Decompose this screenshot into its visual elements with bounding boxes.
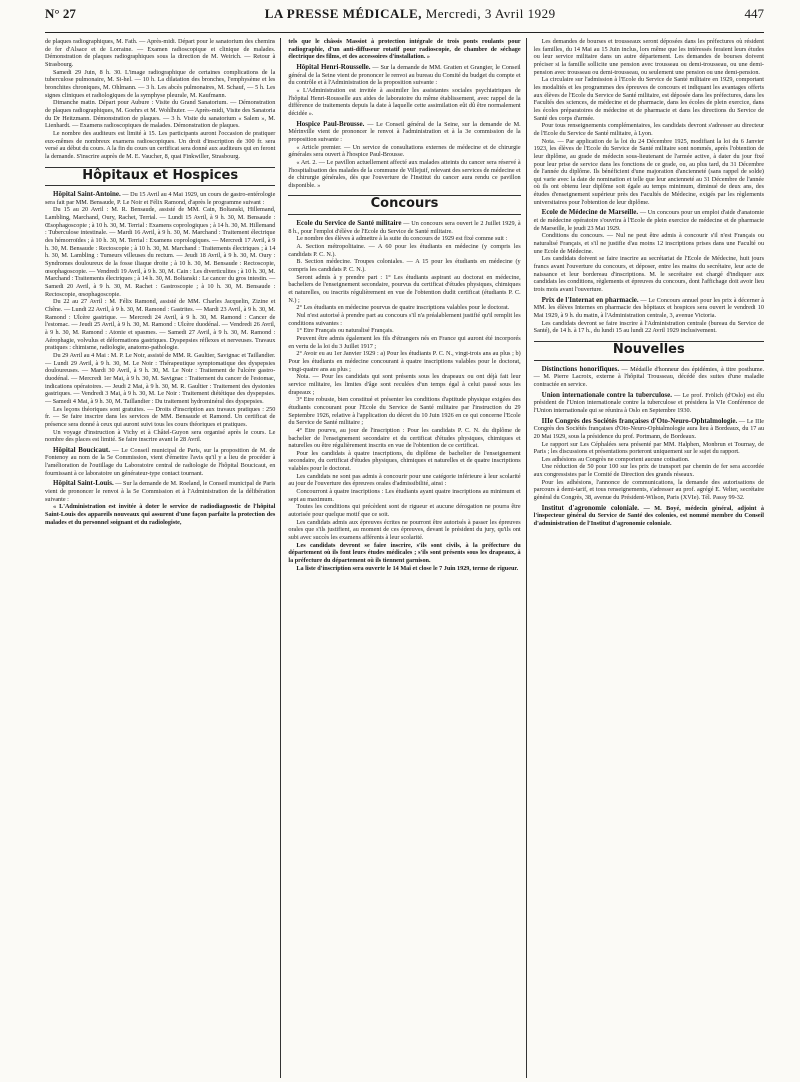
subheading: Ecole de Médecine de Marseille. xyxy=(541,208,639,217)
paragraph: 4° Etre pourvu, au jour de l'inscription : Pour les candidats P. C. N. du diplôme de bachelier de l'enseignement secondaire et du certificat d'études physiques, chimiques et naturelles ou être régulièrement inscrits en vue de l'obtention de ce certificat. xyxy=(288,426,521,450)
subheading: Prix de l'Internat en pharmacie. xyxy=(541,295,639,304)
subheading: Institut d'agronomie coloniale. xyxy=(541,503,640,512)
paragraph: Les candidats devront se faire inscrire, s'ils sont civils, à la préfecture du département où ils font leurs études médicales ; s'ils sont présents sous les drapeaux, à la préfecture du département où ils tiennent garnison. xyxy=(288,541,521,564)
paragraph: Les candidats ne sont pas admis à concourir pour une catégorie inférieure à leur scolarité au jour de l'ouverture des épreuves orales d'admissibilité, ainsi : xyxy=(288,472,521,488)
paragraph: — Un concours pour un emploi d'aide d'anatomie et de médecine opératoire s'ouvrira à l'Ecole de plein exercice de médecine et de pharmacie de Marseille, le jeudi 23 Mai 1929. xyxy=(533,209,764,232)
paragraph: 1° Etre Français ou naturalisé Français. xyxy=(296,327,394,335)
paragraph: — Le Conseil général de la Seine, sur la demande de M. Mérinville vient de prononcer le renvoi à l'administration et à la 3e commission de la proposition suivante : xyxy=(288,120,521,143)
column-1 xyxy=(45,38,280,1078)
section-title: Hôpitaux et Hospices xyxy=(82,167,239,183)
paragraph: Peuvent être admis également les fils d'étrangers nés en France qui auront été incorporés en vertu de la loi du 3 Juillet 1917 ; xyxy=(288,334,521,350)
paragraph: — Le IIIe Congrès des Sociétés françaises d'Oto-Neuro-Ophtalmologie aura lieu à Bordeaux, du 17 au 20 Mai 1929, sous la présidence du prof. Portmann, de Bordeaux. xyxy=(533,417,764,440)
paragraph: Seront admis à y prendre part : 1° Les étudiants aspirant au doctorat en médecine, bacheliers de l'enseignement secondaire, pourvus du certificat d'études physiques, chimiques et naturelles, ou inscrits régulièrement en vue de l'obtention dudit certificat (étudiants P. C. N.) ; xyxy=(288,273,521,304)
paragraph: de plaques radiographiques, M. Fath. — Après-midi. Départ pour le sanatorium des chemins de fer d'Alsace et de Lorraine. — Examen radioscopique et clinique de malades. Démonstration de plaques radiographiques sous la direction de M. Weirich. — Retour à Strasbourg. xyxy=(45,38,276,68)
subheading: Hôpital Saint-Louis. xyxy=(53,479,114,488)
paragraph: Du 29 Avril au 4 Mai : M. P. Le Noir, assisté de MM. R. Gaultier, Savignac et Taillandier. — Lundi 29 Avril, à 9 h. 30, M. Le Noir : Thérapeutique symptomatique des dyspepsies douloureuses. — Mardi 30 Avril, à 9 h. 30, M. Le Noir : Traitement de l'ulcère gastro-duodénal. — Mercredi 1er Mai, à 9 h. 30, M. Savignac : Traitement du cancer de l'estomac, indications opératoires. — Jeudi 2 Mai, à 9 h. 30, M. R. Gaultier : Traitement des dystonies gastriques. — Vendredi 3 Mai, à 9 h. 30, M. Le Noir : Traitement diététique des dyspepsies. — Samedi 4 Mai, à 9 h. 30, M. Taillandier : Du traitement hydrominéral des dyspepsies. xyxy=(45,351,276,405)
paragraph: Samedi 29 Juin, 8 h. 30. L'image radiographique de certaines complications de la tuberculose pulmonaire, M. Si-hel. — 10 h. La dilatation des bronches, l'emphysème et les bronchites chroniques, M. Ohlmann. — 3 h. Les abcès pulmonaires, M. Schauf, — 5 h. Les signes cliniques et radiologiques de la symphyse pleurale, M. Kaufmann. xyxy=(45,68,276,99)
paragraph: — Sur la demande de MM. Gratien et Grangier, le Conseil général de la Seine vient de prononcer le renvoi au bureau du Comité du budget du compte et du contrôle et à l'Administration de la proposition suivante : xyxy=(288,63,521,87)
paragraph: — Un concours sera ouvert le 2 Juillet 1929, à 8 h., pour l'emploi d'élève de l'Ecole du Service de Santé militaire. xyxy=(288,220,521,235)
column-3 xyxy=(526,38,764,1078)
column-2 xyxy=(280,38,525,1078)
subheading: Hôpital Saint-Antoine. xyxy=(53,190,121,199)
paragraph: — Le prof. Frölich (d'Oslo) est élu président de l'Union internationale contre la tuberculose et présidera la VIe Conférence de l'Union internationale qui se réunira à Oslo en Septembre 1930. xyxy=(533,391,764,414)
paragraph: Une réduction de 50 pour 100 sur les prix de transport par chemin de fer sera accordée aux congressistes par le Comité de Direction des grands réseaux. xyxy=(533,463,764,479)
subheading: Distinctions honorifiques. xyxy=(541,364,620,373)
paragraph: Le nombre des auditeurs est limité à 15. Les participants auront l'occasion de pratiquer eux-mêmes de nombreux examens radioscopiques. Un droit d'inscription de 300 fr. sera versé au début du cours. A la fin du cours un certificat sera donné aux auditeurs qui en feront la demande. S'inscrire auprès de M. E. Vaucher, 8, quai Finkwiller, Strasbourg. xyxy=(45,129,276,160)
paragraph: Dimanche matin. Départ pour Aubure : Visite du Grand Sanatorium. — Démonstration de plaques radiographiques, M. Goehrs et M. Wohlhuter. — Après-midi, Visite des Sanatoria du Dr Heitzmann. Démonstration de plaques. — 3 h. Visite du sanatorium « Salem », M. Lienhardt. — Examens radioscopiques de malades. Démonstration de plaques. xyxy=(45,99,276,130)
paragraph: « L'Administration est invitée à assimiler les assistantes sociales psychiatriques de l'hôpital Henri-Rousselle aux aides de laboratoire du même établissement, avec rappel de la différence de traitements depuis la date à laquelle cette assimilation eût dû être normalement décidée ». xyxy=(288,86,521,117)
paragraph: « Art. 2. — Le pavillon actuellement affecté aux malades atteints du cancer sera réservé à l'hospitalisation des malades de la commune de Villejuif, relevant des services de médecine et de chirurgie générales, dès que l'ouverture de l'Institut du cancer aura rendu ce pavillon disponible. » xyxy=(288,158,521,189)
subheading: Union internationale contre la tuberculose. xyxy=(541,390,672,399)
page-number: N° 27 xyxy=(45,6,76,21)
paragraph: Pour les adhésions, l'annonce de communications, la demande des autorisations de parcours à demi-tarif, et tous renseignements, s'adresser au prof. agrégé E. Velter, secrétaire général du Congrès, 38, avenue du Président-Wilson, Paris (XVIe). Tél. Passy 99-32. xyxy=(533,478,764,502)
paragraph: Du 22 au 27 Avril : M. Félix Ramond, assisté de MM. Charles Jacquelin, Zizine et Chêne. — Lundi 22 Avril, à 9 h. 30, M. Ramond : Gastrites. — Mardi 23 Avril, à 9 h. 30, M. Ramond : Ulcère gastrique. — Mercredi 24 Avril, à 9 h. 30, M. Ramond : Cancer de l'estomac. — Jeudi 25 Avril, à 9 h. 30, M. Ramond : Ulcère duodénal. — Vendredi 26 Avril, à 9 h. 30, M. Ramond : Atonie et spasmes. — Samedi 27 Avril, à 9 h. 30, M. Ramond : Aérophagie, volvulus et déformations gastriques. Dyspepsies réflexes et nerveuses. Travaux pratiques : chimisme, radiologie, anatomo-pathologie. xyxy=(45,298,276,352)
paragraph: Les adhésions au Congrès ne comportent aucune cotisation. xyxy=(541,455,690,463)
paragraph: Conditions du concours. — Nul ne peut être admis à concourir s'il n'est Français ou naturalisé Français, et s'il ne justifie d'au moins 12 inscriptions prises dans une Faculté ou une Ecole de Médecine. xyxy=(533,232,764,255)
paragraph: Un voyage d'instruction à Vichy et à Châtel-Guyon sera organisé après le cours. Le nombre des places est limité. Se faire inscrire avant le 28 Avril. xyxy=(45,428,276,444)
paragraph: — Le Concours annuel pour les prix à décerner à MM. les élèves Internes en pharmacie des hôpitaux et hospices sera ouvert le vendredi 10 Mai 1929, à 9 h. du matin, à l'Administration centrale, 3, avenue Victoria. xyxy=(533,296,764,319)
paragraph: Du 15 au 20 Avril : M. R. Bensaude, assisté de MM. Cain, Boltanski, Hillemand, Lambling, Marchand, Oury, Rachet, Terrial. — Lundi 15 Avril, à 9 h. 30, M. Bensaude : Œsophagoscopie ; à 10 h. 30, M. Terrial : Examens coprologiques ; à 14 h. 30, M. Hillemand : Tuberculose intestinale. — Mardi 16 Avril, à 9 h. 30, M. Marchand : Traitement électrique des hémorroïdes ; à 10 h. 30, M. Terrial : Examens coprologiques. — Mercredi 17 Avril, à 9 h. 30, M. Bensaude : Rectoscopie ; à 10 h. 30, M. Marchand : Traitements électriques ; à 14 h. 30, M. Lambling : Tumeurs villeuses du rectum. — Jeudi 18 Avril, à 9 h. 30, M. Oury : Syndromes douloureux de la fosse iliaque droite ; à 10 h. 30, M. Bensaude : Rectoscopie, œsophagoscopie. — Vendredi 19 Avril, à 9 h. 30, M. Cain : Les diverticulites ; à 10 h. 30, M. Marchand : Traitements électriques ; à 14 h. 30, M. Boltanski : Le cancer du gros intestin. — Samedi 20 Avril, à 9 h. 30, M. Rachet : Gastroscopie ; à 10 h. 30, M. Bensaude : Rectoscopie, œsophagoscopie. xyxy=(45,206,276,298)
paragraph: 3° Etre robuste, bien constitué et présenter les conditions d'aptitude physique exigées des étudiants concourant pour l'Ecole du Service de Santé militaire par l'instruction du 29 Septembre 1926, relative à l'application du décret du 10 Juin 1926 en ce qui concerne l'Ecole du Service de Santé militaire ; xyxy=(288,396,521,427)
paragraph: Nul n'est autorisé à prendre part au concours s'il n'a préalablement justifié qu'il remplit les conditions suivantes : xyxy=(288,312,521,327)
subheading: Ecole du Service de Santé militaire xyxy=(296,219,402,228)
paragraph: Pour tous renseignements complémentaires, les candidats devront s'adresser au directeur de l'Ecole du Service de Santé militaire, à Lyon. xyxy=(533,122,764,137)
paragraph: — Sur la demande de M. Roeland, le Conseil municipal de Paris vient de prononcer le renvoi à la 5e Commission et à l'Administration de la délibération suivante : xyxy=(45,480,276,503)
paragraph: Pour les candidats à quatre inscriptions, du diplôme de bachelier de l'enseignement secondaire, du certificat d'études physiques, chimiques et naturelles et de quatre inscriptions valables pour le doctorat. xyxy=(288,449,521,473)
paragraph: La circulaire sur l'admission à l'Ecole du Service de Santé militaire en 1929, comportant les modalités et les programmes des épreuves de concours et indiquant les avantages offerts aux élèves de l'Ecole du Service de Santé militaire, est déposée dans les préfectures, dans les Facultés des sciences, de médecine et de pharmacie, dans les écoles de plein exercice, dans les écoles préparatoires de médecine et de pharmacie et dans les directions du Service de Santé des corps d'armée. xyxy=(533,76,764,122)
paragraph: Les candidats doivent se faire inscrire au secrétariat de l'Ecole de Médecine, huit jours francs avant l'ouverture du concours, et déposer, entre les mains du secrétaire, leur acte de naissance et leur bordereau d'inscriptions. M. le secrétaire est chargé d'indiquer aux candidats les conditions, règlements et épreuves du concours, dont l'affichage doit avoir lieu trois mois avant l'ouverture. xyxy=(533,255,764,293)
paragraph: « L'Administration est invitée à doter le service de radiodiagnostic de l'hôpital Saint-Louis des appareils nouveaux qui assurent d'une façon parfaite la protection des malades et du personnel soignant et du radiologiste, xyxy=(45,503,276,526)
subheading: Hôpital Boucicaut. xyxy=(53,445,110,454)
paragraph: Nota. — Par application de la loi du 24 Décembre 1925, modifiant la loi du 6 Janvier 1923, les élèves de l'Ecole du Service de Santé militaire sont nommés, après l'obtention de leur diplôme, au grade de médecin sous-lieutenant de l'armée active, à dater du jour fixé pour leur prise de service dans les fonctions de ce grade, ou, au plus tard, du 31 Décembre de l'année du diplôme. Ils bénéficient d'une majoration d'ancienneté (sans rappel de solde) qui varie avec la date de nomination et telle que leur ancienneté au 31 Décembre de l'année où ils ont obtenu leur diplôme soit égale au temps minimum, diminué de deux ans, des études d'enseignement supérieur près des Facultés de Médecine, exigés par les règlements universitaires pour l'obtention de leur diplôme. xyxy=(533,137,764,206)
section-title: Concours xyxy=(370,196,439,212)
paragraph: 2° Les étudiants en médecine pourvus de quatre inscriptions valables pour le doctorat. xyxy=(296,304,510,312)
paragraph: Les demandes de bourses et trousseaux seront déposées dans les préfectures où résident les familles, du 14 Mai au 15 Juin inclus, lors même que les intéressés feraient leurs études ou leur service militaire dans un autre département. Les demandes de bourses doivent préciser si la famille sollicite une pension avec trousseau ou demi-trousseau, ou une demi-pension avec trousseau ou demi-trousseau, ou seulement une pension ou une demi-pension. xyxy=(533,38,764,76)
paragraph: Les candidats devront se faire inscrire à l'Administration centrale (bureau du Service de Santé), de 14 h. à 17 h., du lundi 15 au lundi 22 Avril 1929 inclusivement. xyxy=(533,319,764,335)
paragraph: B. Section médecine. Troupes coloniales. — A 15 pour les étudiants en médecine (y compris les candidats P. C. N.). xyxy=(288,258,521,274)
issue-date: Mercredi, 3 Avril 1929 xyxy=(425,6,556,21)
paragraph: — M. Boyé, médecin général, adjoint à l'inspecteur général du Service de Santé des colonies, est nommé membre du Conseil d'administration de l'Institut d'agronomie coloniale. xyxy=(533,504,764,528)
section-title: Nouvelles xyxy=(612,341,685,357)
subheading: IIIe Congrès des Sociétés françaises d'Oto-Neuro-Ophtalmologie. xyxy=(541,416,738,425)
paragraph: Concourront à quatre inscriptions : Les étudiants ayant quatre inscriptions au minimum et sept au maximum. xyxy=(288,488,521,503)
paragraph: Nota. — Pour les candidats qui sont présents sous les drapeaux ou ont déjà fait leur service militaire, les limites d'âge sont reculées d'un temps égal à celui passé sous les drapeaux ; xyxy=(288,373,521,396)
section-heading-concours xyxy=(288,195,520,215)
paragraph: Le rapport sur Les Céphalées sera présenté par MM. Halphen, Monbrun et Tournay, de Paris ; les discussions et présentations porteront uniquement sur le sujet du rapport. xyxy=(533,440,764,456)
paragraph: Les candidats admis aux épreuves écrites ne pourront être autorisés à passer les épreuves orales que s'ils justifient, au moment de ces épreuves, devant le président du jury, qu'ils ont subi avec succès les examens afférents à leur scolarité. xyxy=(288,518,521,542)
paragraph: A. Section métropolitaine. — A 60 pour les étudiants en médecine (y compris les candidats P. C. N.). xyxy=(288,243,521,258)
section-heading-hopitaux xyxy=(45,167,275,187)
paragraph: — Le Conseil municipal de Paris, sur la proposition de M. de Fontenoy au nom de la 5e Commission, vient d'émettre l'avis qu'il y a lieu de procéder à l'amélioration de l'outillage du Laboratoire central de radiologie de l'hôpital Boucicaut, en fournissant à ce laboratoire un générateur-type contact tournant. xyxy=(45,446,276,477)
subheading: Hôpital Henri-Rousselle. xyxy=(296,62,371,71)
journal-name: LA PRESSE MÉDICALE, xyxy=(264,6,422,21)
paragraph: Le nombre des élèves à admettre à la suite du concours de 1929 est fixé comme suit : xyxy=(296,235,508,243)
paragraph: — Du 15 Avril au 4 Mai 1929, un cours de gastro-entérologie sera fait par MM. Bensaude, P. Le Noir et Félix Ramond, d'après le programme suivant : xyxy=(45,191,276,206)
section-heading-nouvelles xyxy=(534,341,764,361)
paragraph: « Article premier. — Un service de consultations externes de médecine et de chirurgie générales sera ouvert à l'hospice Paul-Brousse. xyxy=(288,143,521,159)
folio: 447 xyxy=(744,6,764,21)
paragraph: — Médaille d'honneur des épidémies, à titre posthume. — M. Pierre Lacroix, externe à l'hôpital Trousseau, décédé des suites d'une maladie contractée en service. xyxy=(533,365,764,388)
paragraph: 2° Avoir eu au 1er Janvier 1929 : a) Pour les étudiants P. C. N., vingt-trois ans au plus ; b) Pour les étudiants en médecine concourant à quatre inscriptions valables pour le doctorat, vingt-quatre ans au plus ; xyxy=(288,350,521,373)
paragraph: Les leçons théoriques sont gratuites. — Droits d'inscription aux travaux pratiques : 250 fr. — Se faire inscrire dans les services de MM. Bensaude et Ramond. Un certificat de présence sera donné à ceux qui auront suivi tous les cours théoriques et pratiques. xyxy=(45,405,276,428)
paragraph: tels que le châssis Massiot à protection intégrale de trois ponts roulants pour radiographie, d'un anti-diffuseur rotatif pour radioscopie, de chambre de séchage électrique des films, et des accessoires d'installation. » xyxy=(288,38,521,61)
paragraph: Toutes les conditions qui précèdent sont de rigueur et aucune dérogation ne pourra être autorisée pour quelque motif que ce soit. xyxy=(288,503,521,519)
paragraph: La liste d'inscription sera ouverte le 14 Mai et close le 7 Juin 1929, terme de rigueur. xyxy=(296,564,519,572)
subheading: Hospice Paul-Brousse. xyxy=(296,119,365,128)
page-header xyxy=(45,6,764,33)
